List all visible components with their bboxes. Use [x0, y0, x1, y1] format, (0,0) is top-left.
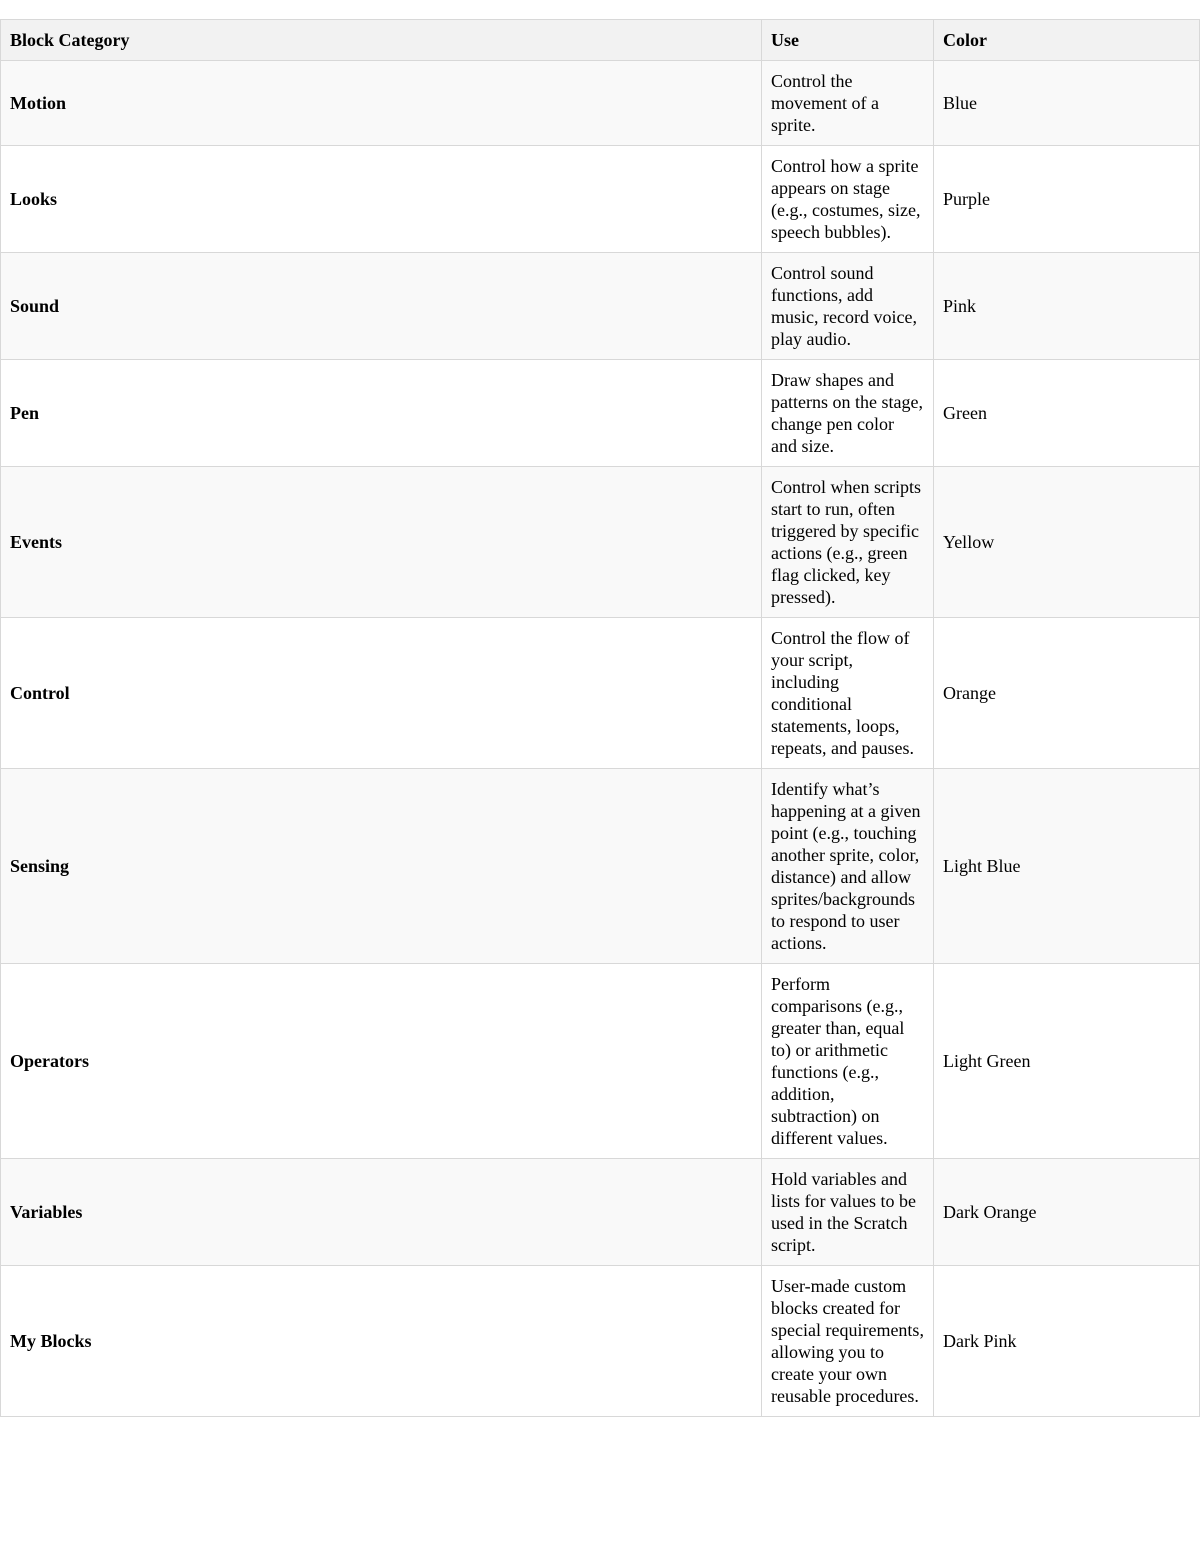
category-cell: Variables	[1, 1159, 762, 1266]
category-cell: Control	[1, 618, 762, 769]
use-cell: Control the flow of your script, including conditional statements, loops, repeats, and pauses.	[762, 618, 934, 769]
table-row	[1, 467, 1200, 618]
color-cell: Pink	[934, 253, 1200, 360]
table-row	[1, 769, 1200, 964]
header-use: Use	[762, 20, 934, 61]
table-row	[1, 61, 1200, 146]
header-row	[1, 20, 1200, 61]
category-cell: Operators	[1, 964, 762, 1159]
table-row	[1, 360, 1200, 467]
use-cell: Identify what’s happening at a given point (e.g., touching another sprite, color, distance) and allow sprites/backgrounds to respond to user actions.	[762, 769, 934, 964]
color-cell: Purple	[934, 146, 1200, 253]
table-row	[1, 618, 1200, 769]
use-cell: Perform comparisons (e.g., greater than, equal to) or arithmetic functions (e.g., addition, subtraction) on different values.	[762, 964, 934, 1159]
table-row	[1, 253, 1200, 360]
use-cell: Hold variables and lists for values to be used in the Scratch script.	[762, 1159, 934, 1266]
color-cell: Green	[934, 360, 1200, 467]
use-cell: Draw shapes and patterns on the stage, change pen color and size.	[762, 360, 934, 467]
category-cell: Motion	[1, 61, 762, 146]
color-cell: Light Green	[934, 964, 1200, 1159]
color-cell: Dark Pink	[934, 1266, 1200, 1417]
table-row	[1, 1266, 1200, 1417]
use-cell: Control the movement of a sprite.	[762, 61, 934, 146]
use-cell: User-made custom blocks created for special requirements, allowing you to create your own reusable procedures.	[762, 1266, 934, 1417]
color-cell: Dark Orange	[934, 1159, 1200, 1266]
table-body	[1, 61, 1200, 1417]
header-color: Color	[934, 20, 1200, 61]
use-cell: Control when scripts start to run, often triggered by specific actions (e.g., green flag clicked, key pressed).	[762, 467, 934, 618]
color-cell: Orange	[934, 618, 1200, 769]
category-cell: Sensing	[1, 769, 762, 964]
category-cell: Looks	[1, 146, 762, 253]
table-row	[1, 1159, 1200, 1266]
table-row	[1, 964, 1200, 1159]
use-cell: Control sound functions, add music, record voice, play audio.	[762, 253, 934, 360]
category-cell: Sound	[1, 253, 762, 360]
category-cell: Pen	[1, 360, 762, 467]
category-cell: My Blocks	[1, 1266, 762, 1417]
block-categories-table	[0, 19, 1200, 1417]
category-cell: Events	[1, 467, 762, 618]
table-row	[1, 146, 1200, 253]
color-cell: Blue	[934, 61, 1200, 146]
color-cell: Light Blue	[934, 769, 1200, 964]
color-cell: Yellow	[934, 467, 1200, 618]
use-cell: Control how a sprite appears on stage (e.g., costumes, size, speech bubbles).	[762, 146, 934, 253]
table-header	[1, 20, 1200, 61]
header-block-category: Block Category	[1, 20, 762, 61]
